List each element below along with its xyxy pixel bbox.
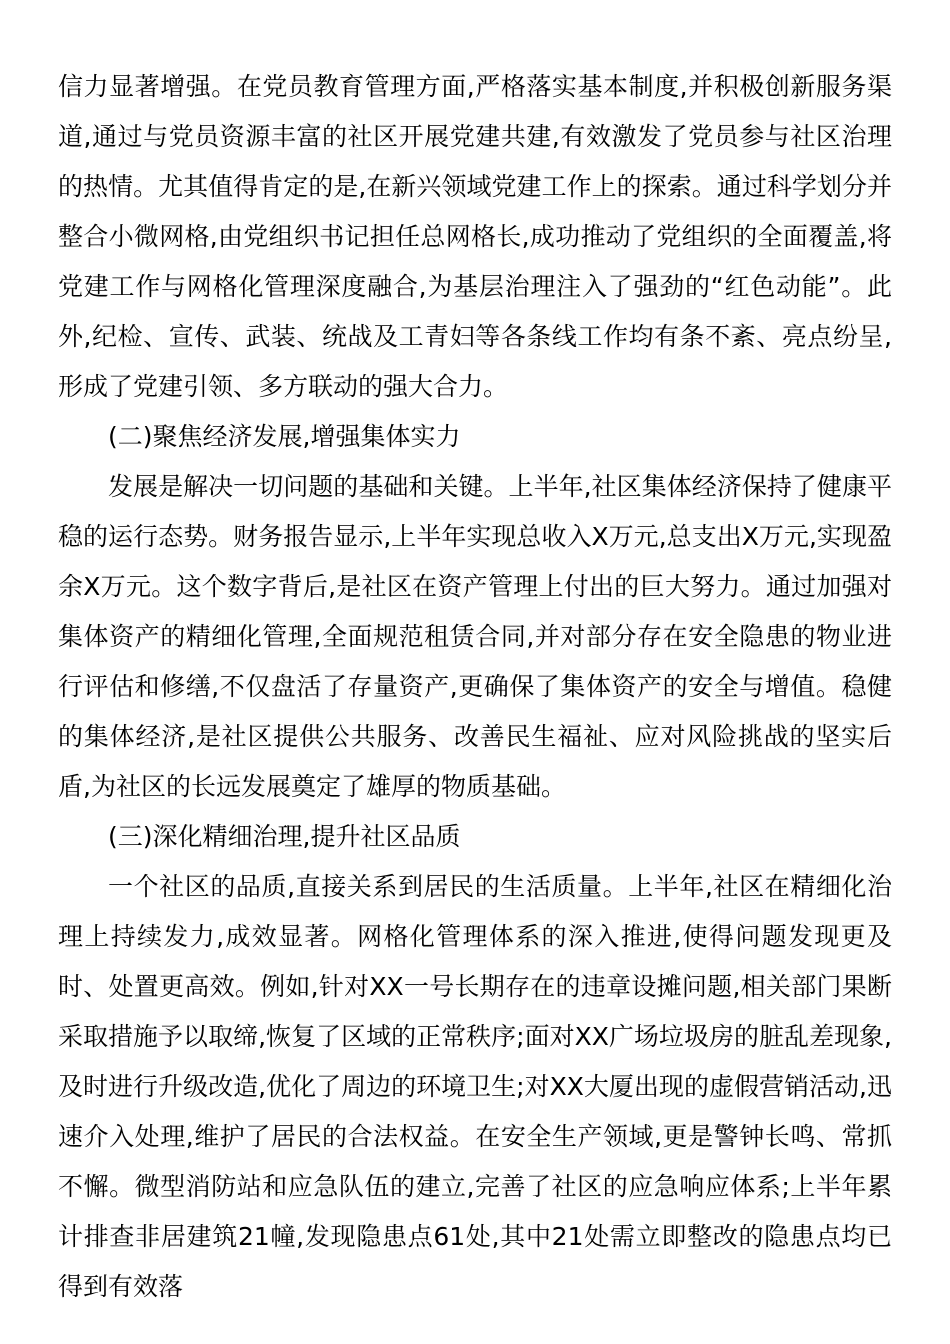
body-paragraph-3: 一个社区的品质,直接关系到居民的生活质量。上半年,社区在精细化治理上持续发力,成效显著。网格化管理体系的深入推进,使得问题发现更及时、处置更高效。例如,针对XX一号长期存在的违章设摊问题,相关部门果断采取措施予以取缔,恢复了区域的正常秩序;面对XX广场垃圾房的脏乱差现象,及时进行升级改造,优化了周边的环境卫生;对XX大厦出现的虚假营销活动,迅速介入处理,维护了居民的合法权益。在安全生产领域,更是警钟长鸣、常抓不懈。微型消防站和应急队伍的建立,完善了社区的应急响应体系;上半年累计排查非居建筑21幢,发现隐患点61处,其中21处需立即整改的隐患点均已得到有效落 — [58, 872, 892, 1301]
document-page — [58, 62, 892, 1312]
body-paragraph-2: 发展是解决一切问题的基础和关键。上半年,社区集体经济保持了健康平稳的运行态势。财务报告显示,上半年实现总收入X万元,总支出X万元,实现盈余X万元。这个数字背后,是社区在资产管理上付出的巨大努力。通过加强对集体资产的精细化管理,全面规范租赁合同,并对部分存在安全隐患的物业进行评估和修缮,不仅盘活了存量资产,更确保了集体资产的安全与增值。稳健的集体经济,是社区提供公共服务、改善民生福祉、应对风险挑战的坚实后盾,为社区的长远发展奠定了雄厚的物质基础。 — [58, 472, 892, 801]
section-heading-2: (二)聚焦经济发展,增强集体实力 — [108, 422, 461, 451]
section-heading-3: (三)深化精细治理,提升社区品质 — [108, 822, 461, 851]
body-paragraph-1: 信力显著增强。在党员教育管理方面,严格落实基本制度,并积极创新服务渠道,通过与党员资源丰富的社区开展党建共建,有效激发了党员参与社区治理的热情。尤其值得肯定的是,在新兴领域党建工作上的探索。通过科学划分并整合小微网格,由党组织书记担任总网格长,成功推动了党组织的全面覆盖,将党建工作与网格化管理深度融合,为基层治理注入了强劲的“红色动能”。此外,纪检、宣传、武装、统战及工青妇等各条线工作均有条不紊、亮点纷呈,形成了党建引领、多方联动的强大合力。 — [58, 72, 892, 401]
